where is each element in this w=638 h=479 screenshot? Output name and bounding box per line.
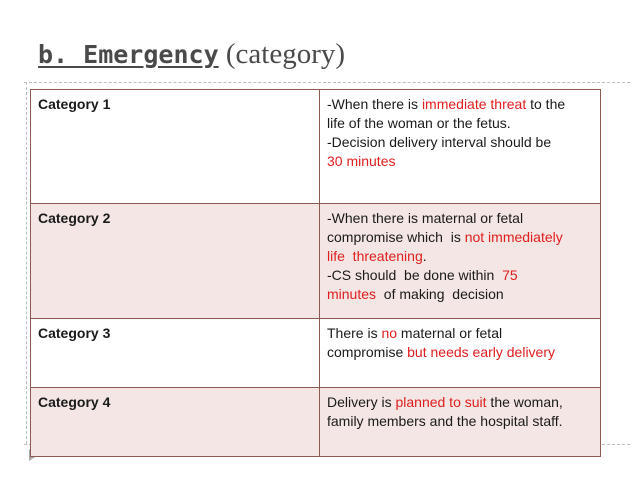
title-lead: b. Emergency [38,40,219,69]
category-cell: Category 1 [31,90,320,204]
description-line [327,393,593,412]
highlight-text: life threatening [327,248,423,264]
description-text: -When there is maternal or fetal [327,210,524,226]
description-cell [320,204,601,319]
description-line [327,412,593,431]
description-cell [320,319,601,388]
description-line [327,266,593,285]
highlight-text: not immediately [464,229,563,245]
description-text: -Decision delivery interval should be [327,134,552,150]
category-cell: Category 2 [31,204,320,319]
description-text: to the [526,96,566,112]
description-text: compromise which is [327,229,465,245]
description-cell [320,388,601,457]
highlight-text: 75 [502,267,518,283]
description-text: of making decision [376,286,504,302]
description-line [327,247,593,266]
highlight-text: planned to suit [395,394,487,410]
title-divider [24,82,630,83]
slide-title [38,38,345,71]
highlight-text: no [381,325,398,341]
description-line [327,285,593,304]
table-row [31,319,601,388]
category-cell: Category 3 [31,319,320,388]
category-cell: Category 4 [31,388,320,457]
description-cell [320,90,601,204]
description-text: family members and the hospital staff. [327,413,563,429]
highlight-text: 30 minutes [327,153,396,169]
description-line [327,209,593,228]
description-line [327,228,593,247]
description-line [327,95,593,114]
highlight-text: minutes [327,286,377,302]
description-text: Delivery is [327,394,396,410]
highlight-text: but needs early delivery [407,344,556,360]
description-text: the woman, [486,394,563,410]
description-text: maternal or fetal [397,325,503,341]
description-text: -When there is [327,96,422,112]
description-text: compromise [327,344,408,360]
description-text: There is [327,325,382,341]
title-rest: (category) [225,38,346,70]
table-row [31,204,601,319]
highlight-text: immediate threat [421,96,527,112]
table-row [31,388,601,457]
description-line [327,114,593,133]
category-table [30,89,601,457]
description-line [327,343,593,362]
description-text: . [422,248,427,264]
description-text: -CS should be done within [327,267,503,283]
description-line [327,133,593,152]
description-line [327,324,593,343]
description-line [327,152,593,171]
description-text: life of the woman or the fetus. [327,115,511,131]
table-row [31,90,601,204]
left-divider [26,82,27,444]
